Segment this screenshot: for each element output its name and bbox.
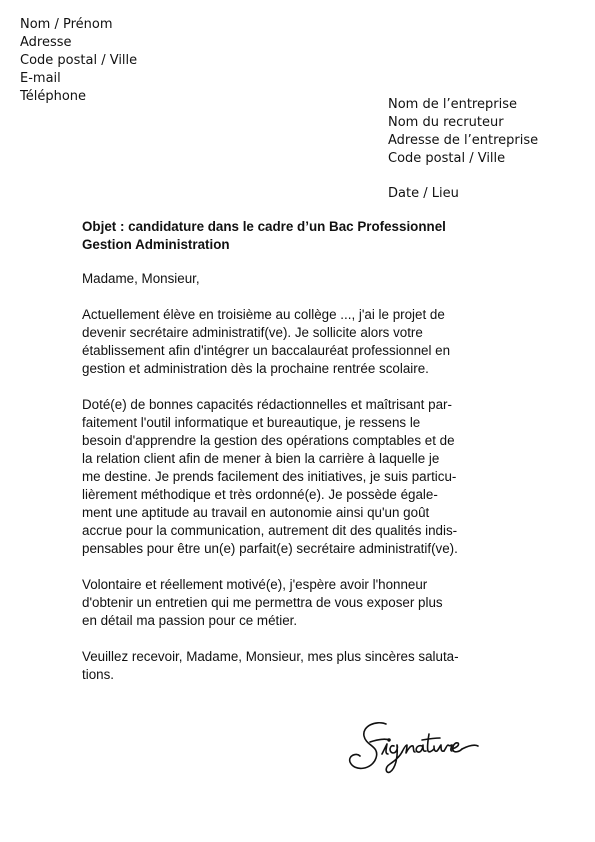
sender-block [20, 16, 137, 106]
salutation: Madame, Monsieur, [82, 271, 200, 286]
paragraph-line: en détail ma passion pour ce métier. [82, 613, 298, 628]
date-place: Date / Lieu [388, 186, 459, 201]
recipient-recruiter: Nom du recruteur [388, 115, 504, 130]
paragraph-line: faitement l'outil informatique et bureautique, je ressens le [82, 415, 421, 430]
paragraph-4 [82, 648, 506, 684]
paragraph-line: Veuillez recevoir, Madame, Monsieur, mes plus sincères saluta- [82, 649, 459, 664]
recipient-postcode-city: Code postal / Ville [388, 151, 506, 166]
paragraph-line: ment une aptitude au travail en autonomie ainsi qu'un goût [82, 505, 430, 520]
paragraph-line: Doté(e) de bonnes capacités rédactionnelles et maîtrisant par- [82, 397, 452, 412]
paragraph-line: la relation client afin de mener à bien la carrière à laquelle je [82, 451, 440, 466]
sender-address: Adresse [20, 35, 72, 50]
paragraph-3 [82, 576, 506, 630]
recipient-company: Nom de l’entreprise [388, 97, 517, 112]
sender-email: E-mail [20, 71, 61, 86]
paragraph-line: tions. [82, 667, 115, 682]
paragraph-line: Volontaire et réellement motivé(e), j'espère avoir l'honneur [82, 577, 428, 592]
paragraph-line: établissement afin d'intégrer un baccalauréat professionnel en [82, 343, 451, 358]
paragraph-line: accrue pour la communication, autrement dit des qualités indis- [82, 523, 458, 538]
recipient-block [388, 96, 538, 168]
subject-line-1: Objet : candidature dans le cadre d’un Bac Professionnel [82, 219, 446, 234]
paragraph-line: devenir secrétaire administratif(ve). Je sollicite alors votre [82, 325, 423, 340]
sender-phone: Téléphone [20, 89, 87, 104]
recipient-address: Adresse de l’entreprise [388, 133, 539, 148]
subject-line-2: Gestion Administration [82, 237, 230, 252]
sender-name: Nom / Prénom [20, 17, 113, 32]
subject-line [82, 218, 506, 254]
paragraph-1 [82, 306, 506, 378]
paragraph-2 [82, 396, 506, 558]
paragraph-line: Actuellement élève en troisième au collège ..., j'ai le projet de [82, 307, 445, 322]
paragraph-line: pensables pour être un(e) parfait(e) secrétaire administratif(ve). [82, 541, 458, 556]
handwritten-signature [346, 716, 496, 786]
sender-postcode-city: Code postal / Ville [20, 53, 138, 68]
paragraph-line: besoin d'apprendre la gestion des opérations comptables et de [82, 433, 455, 448]
paragraph-line: d'obtenir un entretien qui me permettra de vous exposer plus [82, 595, 443, 610]
paragraph-line: gestion et administration dès la prochaine rentrée scolaire. [82, 361, 429, 376]
letter-body [82, 218, 506, 702]
paragraph-line: lièrement méthodique et très ordonné(e). Je possède égale- [82, 487, 438, 502]
paragraph-line: me destine. Je prends facilement des initiatives, je suis particu- [82, 469, 457, 484]
